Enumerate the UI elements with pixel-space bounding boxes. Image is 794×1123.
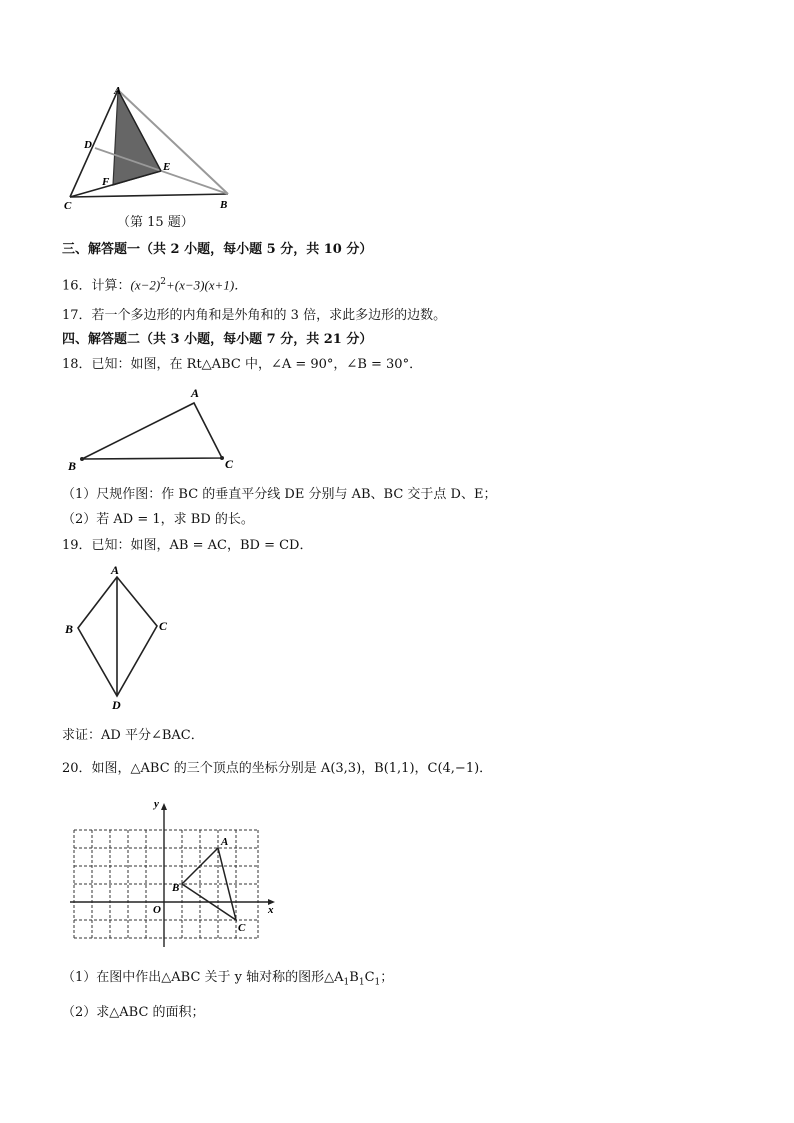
q16-prefix: 16．计算： xyxy=(62,278,131,294)
question-19-stem: 19．已知：如图，AB = AC，BD = CD． xyxy=(62,538,313,553)
label-c: C xyxy=(225,457,234,471)
q20-part1-sub-c: 1 xyxy=(374,977,381,988)
label-b: B xyxy=(220,199,228,211)
figure-15 xyxy=(60,84,240,214)
question-20-part-2: （2）求△ABC 的面积； xyxy=(62,1005,205,1020)
label-c: C xyxy=(64,200,72,212)
q20-part1-sub-a: 1 xyxy=(343,977,350,988)
label-f: F xyxy=(102,176,110,188)
question-17: 17．若一个多边形的内角和是外角和的 3 倍，求此多边形的边数。 xyxy=(62,308,447,323)
figure-19 xyxy=(62,562,182,712)
dashed-grid xyxy=(74,830,258,938)
question-16 xyxy=(62,273,247,295)
figure-15-caption: （第 15 题） xyxy=(117,215,194,230)
section-3-heading: 三、解答题一（共 2 小题，每小题 5 分，共 10 分） xyxy=(62,242,373,257)
q16-exponent: 2 xyxy=(160,277,166,287)
q20-part1-post: ； xyxy=(380,970,394,985)
label-c: C xyxy=(238,922,246,934)
label-b: B xyxy=(65,622,74,636)
label-e: E xyxy=(163,161,171,173)
label-b: B xyxy=(172,882,180,894)
segment-ac xyxy=(70,90,118,197)
label-b: B xyxy=(68,459,77,473)
label-d: D xyxy=(112,698,121,712)
label-x: x xyxy=(268,904,274,916)
label-a: A xyxy=(111,563,120,577)
question-18-part-2: （2）若 AD = 1，求 BD 的长。 xyxy=(62,512,254,527)
q20-part1-c: C xyxy=(364,970,375,985)
question-18-part-1: （1）尺规作图：作 BC 的垂直平分线 DE 分别与 AB、BC 交于点 D、E； xyxy=(62,487,497,502)
shaded-triangle xyxy=(113,90,161,185)
q20-part1-sub-b: 1 xyxy=(358,977,365,988)
question-20-stem: 20．如图，△ABC 的三个顶点的坐标分别是 A(3,3)，B(1,1)，C(4,−1)． xyxy=(62,761,493,776)
label-origin: O xyxy=(153,904,161,916)
question-19-prove: 求证：AD 平分∠BAC． xyxy=(62,728,204,743)
figure-18 xyxy=(64,384,244,474)
label-c: C xyxy=(159,619,168,633)
triangle-abc xyxy=(82,403,222,459)
label-y: y xyxy=(154,798,159,810)
q20-part1-mid: B xyxy=(349,970,359,985)
segment-cb xyxy=(70,194,228,197)
label-a: A xyxy=(191,386,200,400)
q20-part1-pre: （1）在图中作出△ABC 关于 y 轴对称的图形△A xyxy=(62,970,344,985)
label-d: D xyxy=(84,139,92,151)
q16-expr-b: +(x−3)(x+1)． xyxy=(165,277,248,293)
section-4-heading: 四、解答题二（共 3 小题，每小题 7 分，共 21 分） xyxy=(62,332,373,347)
question-18-stem: 18．已知：如图，在 Rt△ABC 中，∠A = 90°，∠B = 30°． xyxy=(62,357,423,372)
q16-expr-a: (x−2) xyxy=(130,277,161,293)
y-axis-arrow xyxy=(161,803,167,810)
question-20-part-1 xyxy=(62,969,393,992)
figure-20-grid xyxy=(70,795,290,950)
label-a: A xyxy=(114,85,122,97)
label-a: A xyxy=(221,836,229,848)
